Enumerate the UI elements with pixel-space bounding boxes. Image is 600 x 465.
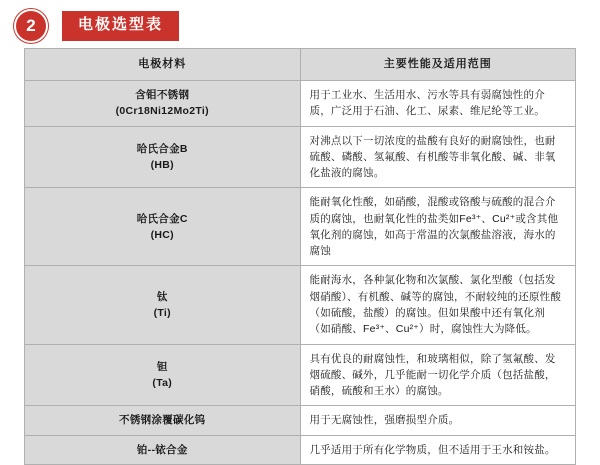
material-name: 钽 bbox=[156, 360, 168, 373]
document-header bbox=[0, 0, 600, 42]
cell-description: 具有优良的耐腐蚀性，和玻璃相似，除了氢氟酸、发烟硫酸、碱外，几乎能耐一切化学介质（包括盐酸，硝酸，硫酸和王水）的腐蚀。 bbox=[300, 344, 576, 406]
cell-description: 用于无腐蚀性，强磨损型介质。 bbox=[300, 406, 576, 435]
table-row bbox=[25, 81, 576, 127]
table-container bbox=[0, 42, 600, 465]
material-code: (0Cr18Ni12Mo2Ti) bbox=[115, 105, 209, 118]
column-header-performance: 主要性能及适用范围 bbox=[300, 49, 576, 81]
material-name: 钛 bbox=[156, 290, 168, 303]
cell-description: 能耐氧化性酸，如硝酸，混酸或铬酸与硫酸的混合介质的腐蚀，也耐氧化性的盐类如Fe³⁺、Cu²⁺或含其他氧化剂的腐蚀，如高于常温的次氯酸盐溶液，海水的腐蚀 bbox=[300, 188, 576, 266]
cell-description: 能耐海水，各种氯化物和次氯酸、氯化型酸（包括发烟硝酸）、有机酸、碱等的腐蚀，不耐较纯的还原性酸（如硫酸，盐酸）的腐蚀。但如果酸中还有氧化剂（如硝酸、Fe³⁺、Cu²⁺）时，腐蚀性大为降低。 bbox=[300, 266, 576, 344]
cell-description: 几乎适用于所有化学物质，但不适用于王水和铵盐。 bbox=[300, 435, 576, 464]
cell-description: 对沸点以下一切浓度的盐酸有良好的耐腐蚀性，也耐硫酸、磷酸、氢氟酸、有机酸等非氧化酸、碱、非氧化盐液的腐蚀。 bbox=[300, 126, 576, 188]
cell-material bbox=[25, 81, 301, 127]
material-name: 含钼不锈钢 bbox=[135, 89, 190, 102]
material-name: 不锈钢涂覆碳化钨 bbox=[119, 414, 206, 427]
section-number-badge: 2 bbox=[14, 9, 48, 43]
table-row bbox=[25, 266, 576, 344]
material-code: (Ti) bbox=[153, 306, 171, 319]
cell-material bbox=[25, 188, 301, 266]
cell-material bbox=[25, 266, 301, 344]
material-name: 铂--铱合金 bbox=[136, 443, 188, 456]
table-body bbox=[25, 81, 576, 465]
material-code: (HC) bbox=[150, 228, 174, 241]
table-row bbox=[25, 188, 576, 266]
cell-material bbox=[25, 126, 301, 188]
cell-description: 用于工业水、生活用水、污水等具有弱腐蚀性的介质，广泛用于石油、化工、尿素、维尼纶等工业。 bbox=[300, 81, 576, 127]
cell-material bbox=[25, 435, 301, 464]
material-code: (Ta) bbox=[152, 376, 173, 389]
material-name: 哈氏合金B bbox=[136, 142, 188, 155]
material-name: 哈氏合金C bbox=[136, 212, 188, 225]
table-head bbox=[25, 49, 576, 81]
column-header-material: 电极材料 bbox=[25, 49, 301, 81]
material-code: (HB) bbox=[150, 158, 174, 171]
table-row bbox=[25, 126, 576, 188]
cell-material bbox=[25, 344, 301, 406]
table-header-row bbox=[25, 49, 576, 81]
table-row bbox=[25, 344, 576, 406]
table-row bbox=[25, 435, 576, 464]
page-title: 电极选型表 bbox=[62, 11, 179, 41]
electrode-selection-table bbox=[24, 48, 576, 465]
